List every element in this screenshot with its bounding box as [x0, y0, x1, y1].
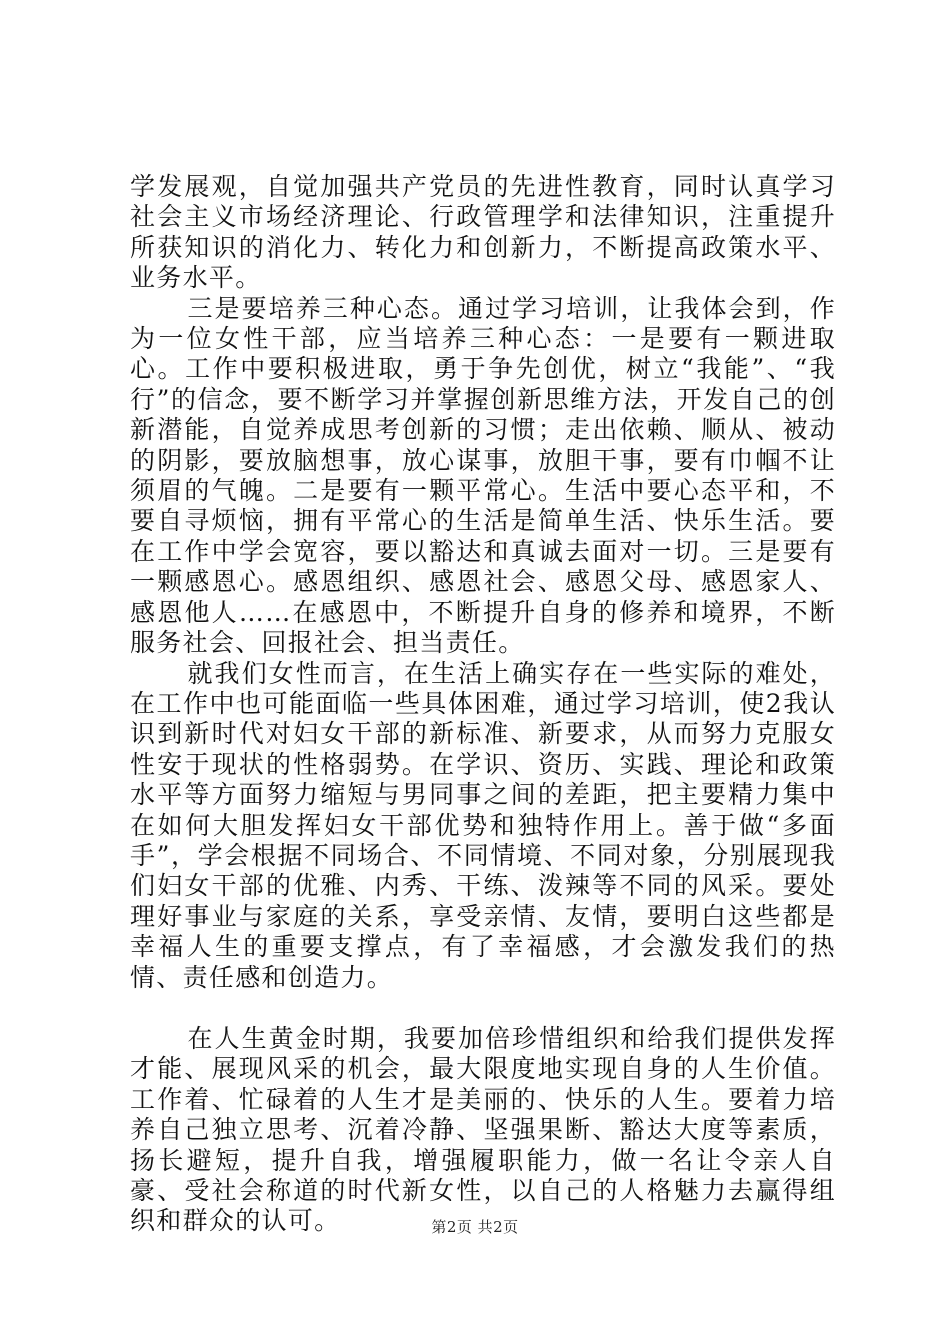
page-footer: 第2页 共2页 [431, 1218, 519, 1236]
paragraph-3: 就我们女性而言，在生活上确实存在一些实际的难处，在工作中也可能面临一些具体困难，通过学习培训，使2我认识到新时代对妇女干部的新标准、新要求，从而努力克服女性安于现状的性格弱势。在学识、资历、实践、理论和政策水平等方面努力缩短与男同事之间的差距，把主要精力集中在如何大胆发挥妇女干部优势和独特作用上。善于做“多面手”，学会根据不同场合、不同情境、不同对象，分别展现我们妇女干部的优雅、内秀、干练、泼辣等不同的风采。要处理好事业与家庭的关系，享受亲情、友情，要明白这些都是幸福人生的重要支撑点，有了幸福感，才会激发我们的热情、责任感和创造力。 [130, 658, 836, 992]
paragraph-1: 学发展观，自觉加强共产党员的先进性教育，同时认真学习社会主义市场经济理论、行政管理学和法律知识，注重提升所获知识的消化力、转化力和创新力，不断提高政策水平、业务水平。 [130, 172, 836, 293]
paragraph-2: 三是要培养三种心态。通过学习培训，让我体会到，作为一位女性干部，应当培养三种心态：一是要有一颗进取心。工作中要积极进取，勇于争先创优，树立“我能”、“我行”的信念，要不断学习并掌握创新思维方法，开发自己的创新潜能，自觉养成思考创新的习惯；走出依赖、顺从、被动的阴影，要放脑想事，放心谋事，放胆干事，要有巾帼不让须眉的气魄。二是要有一颗平常心。生活中要心态平和，不要自寻烦恼，拥有平常心的生活是简单生活、快乐生活。要在工作中学会宽容，要以豁达和真诚去面对一切。三是要有一颗感恩心。感恩组织、感恩社会、感恩父母、感恩家人、感恩他人……在感恩中，不断提升自身的修养和境界，不断服务社会、回报社会、担当责任。 [130, 293, 836, 658]
paragraph-4: 在人生黄金时期，我要加倍珍惜组织和给我们提供发挥才能、展现风采的机会，最大限度地实现自身的人生价值。工作着、忙碌着的人生才是美丽的、快乐的人生。要着力培养自己独立思考、沉着冷静、坚强果断、豁达大度等素质，扬长避短，提升自我，增强履职能力，做一名让令亲人自豪、受社会称道的时代新女性，以自己的人格魅力去赢得组织和群众的认可。 [130, 1023, 836, 1236]
paragraph-spacer [130, 993, 836, 1024]
document-body [130, 172, 836, 1237]
